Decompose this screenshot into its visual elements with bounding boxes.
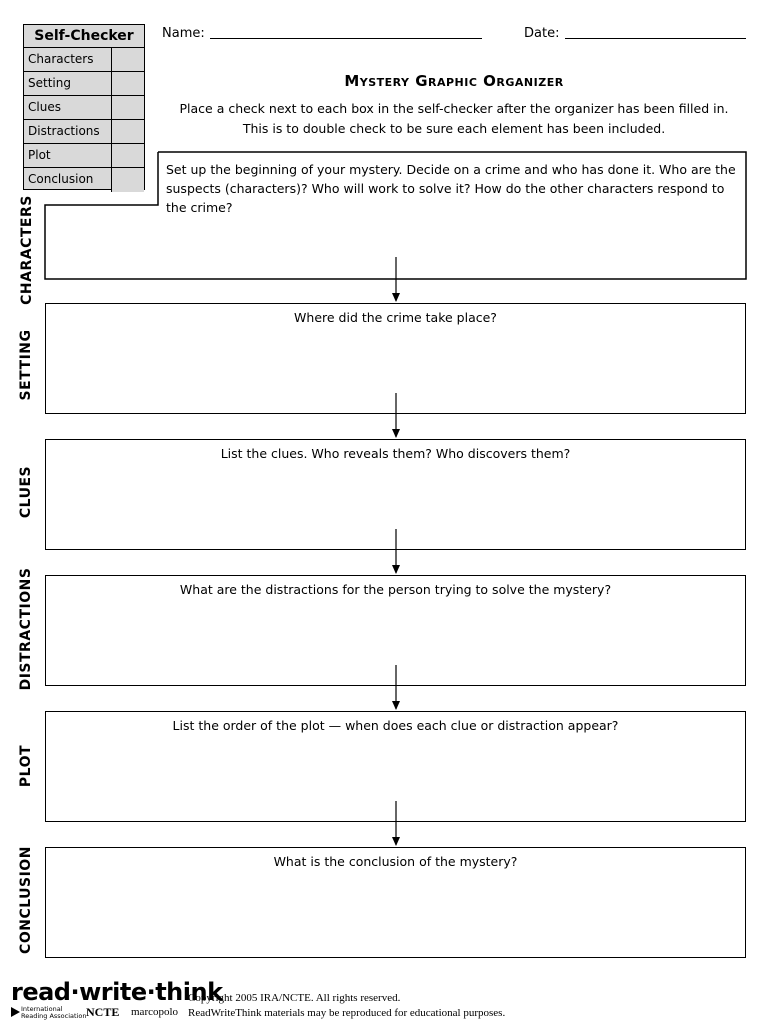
plot-prompt: List the order of the plot — when does each clue or distraction appear? (172, 718, 619, 733)
readwritethink-logo: read·write·think (11, 978, 223, 1006)
instructions-line-2: This is to double check to be sure each element has been included. (242, 121, 666, 136)
copyright-text: Copyright 2005 IRA/NCTE. All rights reserved. (188, 992, 401, 1004)
characters-prompt: Set up the beginning of your mystery. Decide on a crime and who has done it. Who are the suspects (characters)? Who will work to solve it? How do the other characters respond to the crime? (166, 162, 736, 215)
section-label-plot: PLOT (18, 744, 34, 788)
name-label: Name: (162, 26, 205, 41)
conclusion-box[interactable] (45, 847, 746, 958)
instructions-line-1: Place a check next to each box in the self-checker after the organizer has been filled in. (179, 101, 729, 116)
ira-logo-line-2: Reading Association (21, 1012, 87, 1020)
ira-logo-icon (11, 1007, 20, 1017)
ira-logo-line-1: International (21, 1005, 63, 1013)
self-checker-label: Conclusion (24, 168, 112, 192)
section-label-conclusion: CONCLUSION (18, 846, 34, 954)
ncte-logo: NCTE (86, 1005, 120, 1019)
section-label-setting: SETTING (18, 329, 34, 401)
self-checker-label: Clues (24, 96, 112, 119)
self-checker-label: Distractions (24, 120, 112, 143)
arrow-down-icon (389, 393, 403, 440)
self-checker-label: Setting (24, 72, 112, 95)
section-label-characters: CHARACTERS (19, 195, 35, 305)
section-label-distractions: DISTRACTIONS (18, 567, 34, 691)
self-checker-label: Characters (24, 48, 112, 71)
ira-logo (21, 1006, 86, 1020)
clues-prompt: List the clues. Who reveals them? Who discovers them? (220, 446, 571, 461)
section-label-clues: CLUES (18, 465, 34, 519)
page-title: Mystery Graphic Organizer (344, 72, 564, 90)
reproduction-note: ReadWriteThink materials may be reproduced for educational purposes. (188, 1007, 506, 1019)
arrow-down-icon (389, 257, 403, 304)
arrow-down-icon (389, 801, 403, 848)
date-label: Date: (524, 26, 560, 41)
setting-prompt: Where did the crime take place? (294, 310, 497, 325)
arrow-down-icon (389, 529, 403, 576)
self-checker-title: Self-Checker (24, 25, 144, 48)
arrow-down-icon (389, 665, 403, 712)
distractions-prompt: What are the distractions for the person trying to solve the mystery? (179, 582, 612, 597)
marcopolo-logo: marcopolo (131, 1006, 179, 1018)
conclusion-prompt: What is the conclusion of the mystery? (273, 854, 518, 869)
self-checker-label: Plot (24, 144, 112, 167)
